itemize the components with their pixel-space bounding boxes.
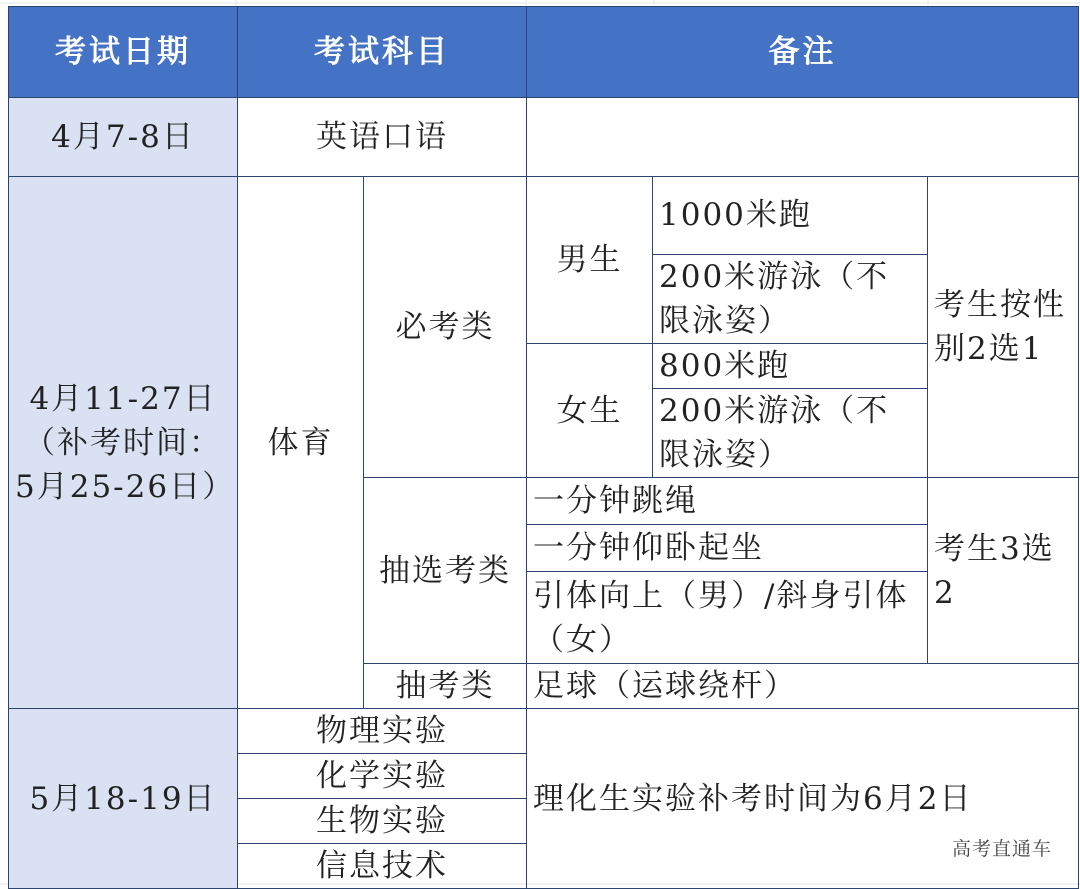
pe-drawn-category: 抽考类 [364,664,527,709]
pe-date [9,177,238,709]
lab-date: 5月18-19日 [9,709,238,889]
row-pe-1 [9,177,1079,255]
pe-male-item-1: 1000米跑 [653,177,928,255]
oral-subject: 英语口语 [238,98,527,177]
pe-date-line1: 4月11-27日 [29,380,217,417]
lab-subject-4: 信息技术 [238,844,527,889]
pe-female-item-2: 200米游泳（不限泳姿） [653,389,928,478]
header-subject: 考试科目 [238,7,527,98]
exam-schedule-table [8,6,1079,889]
pe-subject: 体育 [238,177,364,709]
pe-male: 男生 [527,177,653,344]
pe-sel-item-3: 引体向上（男）/斜身引体（女） [527,572,928,664]
oral-date: 4月7-8日 [9,98,238,177]
pe-required-note: 考生按性别2选1 [928,177,1079,478]
pe-selected-category: 抽选考类 [364,478,527,664]
row-oral [9,98,1079,177]
lab-remark: 理化生实验补考时间为6月2日 [527,709,1079,889]
pe-date-line3: 5月25-26日） [15,468,236,505]
row-lab-1 [9,709,1079,754]
pe-selected-note: 考生3选2 [928,478,1079,664]
pe-female-item-1: 800米跑 [653,344,928,389]
header-row [9,7,1079,98]
oral-remark [527,98,1079,177]
header-date: 考试日期 [9,7,238,98]
pe-date-line2: （补考时间： [24,424,222,461]
lab-subject-2: 化学实验 [238,754,527,799]
lab-subject-3: 生物实验 [238,799,527,844]
pe-sel-item-2: 一分钟仰卧起坐 [527,525,928,572]
lab-subject-1: 物理实验 [238,709,527,754]
watermark: 高考直通车 [951,838,1052,860]
pe-sel-item-1: 一分钟跳绳 [527,478,928,525]
pe-required-category: 必考类 [364,177,527,478]
pe-male-item-2: 200米游泳（不限泳姿） [653,255,928,344]
header-remark: 备注 [527,7,1079,98]
pe-drawn-item: 足球（运球绕杆） [527,664,1079,709]
pe-female: 女生 [527,344,653,478]
